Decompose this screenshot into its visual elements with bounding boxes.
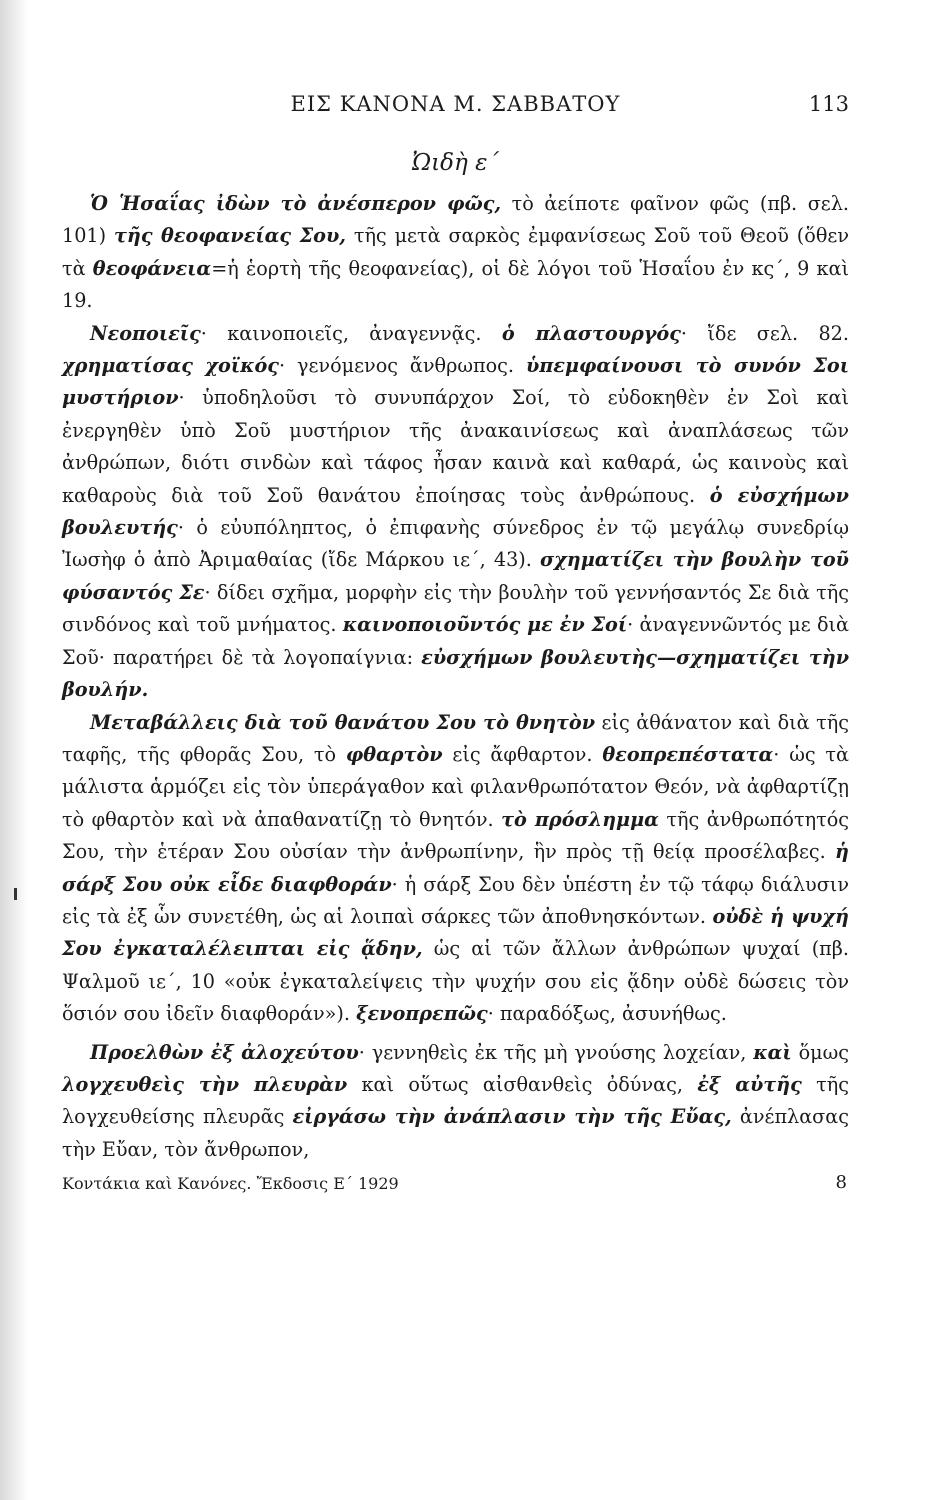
paragraph-2 [62, 318, 849, 707]
body-text: · ὑποδηλοῦσι τὸ συνυπάρχον Σοί, τὸ εὐδοκηθὲν ἐν Σοὶ καὶ ἐνεργηθὲν ὑπὸ Σοῦ μυστήριον τῆς ἀνακαινίσεως καὶ ἀναπλάσεως τῶν ἀνθρώπων, διότι σινδὼν καὶ τάφος ἦσαν καινὰ καὶ καθαρά, ὡς καινοὺς καὶ καθαροὺς διὰ τοῦ Σοῦ θανάτου ἐποίησας τοὺς ἀνθρώπους. [62, 386, 849, 507]
emphasized-term: τὸ πρόσλημμα [501, 807, 659, 831]
margin-mark [14, 888, 17, 900]
emphasized-term: ὑπεμφαίνουσι τὸ συνόν Σοι μυστήριον [62, 354, 849, 410]
body-text: ὡς αἱ τῶν ἄλλων ἀνθρώπων ψυχαί (πβ. Ψαλμοῦ ιε´, 10 «οὐκ ἐγκαταλείψεις τὴν ψυχήν σου εἰς ᾅδην οὐδὲ δώσεις τὸν ὅσιόν σου ἰδεῖν διαφθοράν»). [62, 937, 849, 1026]
page-header [62, 92, 849, 126]
emphasized-term: ὁ εὐσχήμων βουλευτής [62, 483, 849, 540]
body-text: =ἡ ἑορτὴ τῆς θεοφανείας), οἱ δὲ λόγοι τοῦ Ἡσαΐου ἐν κς´, 9 καὶ 19. [62, 256, 850, 313]
body-text: · γεννηθεὶς ἐκ τῆς μὴ γνούσης λοχείαν, [358, 1040, 754, 1064]
page-footer [62, 1172, 849, 1193]
body-text: τῆς λογχευθείσης πλευρᾶς [62, 1072, 849, 1129]
emphasized-term: φθαρτὸν [345, 742, 443, 766]
running-head: ΕΙΣ ΚΑΝΟΝΑ Μ. ΣΑΒΒΑΤΟΥ [290, 92, 621, 116]
emphasized-term: ἐξ αὐτῆς [697, 1072, 802, 1096]
body-text: ἀνέπλασας τὴν Εὔαν, τὸν ἄνθρωπον, [62, 1105, 849, 1161]
emphasized-term: ὁ πλαστουργός [501, 321, 681, 345]
emphasized-term: εἰργάσω τὴν ἀνάπλασιν τὴν τῆς Εὔας, [292, 1105, 732, 1129]
body-text: · παραδόξως, ἀσυνήθως. [487, 1002, 727, 1026]
body-text: · ὡς τὰ μάλιστα ἁρμόζει εἰς τὸν ὑπεράγαθον καὶ φιλανθρωπότατον Θεόν, νὰ ἀφθαρτίζῃ τὸ φθαρτὸν καὶ νὰ ἀπαθανατίζῃ τὸ θνητόν. [62, 742, 849, 831]
body-text: · ὁ εὐυπόληπτος, ὁ ἐπιφανὴς σύνεδρος ἐν τῷ μεγάλῳ συνεδρίῳ Ἰωσὴφ ὁ ἀπὸ Ἀριμαθαίας (ἴδε Μάρκου ιε´, 43). [62, 516, 849, 572]
body-text: · δίδει σχῆμα, μορφὴν εἰς τὴν βουλὴν τοῦ γεννήσαντός Σε διὰ τῆς σινδόνος καὶ τοῦ μνήματος. [62, 580, 849, 637]
body-text: τῆς ἀνθρωπότητός Σου, τὴν ἑτέραν Σου οὐσίαν τὴν ἀνθρωπίνην, ἣν πρὸς τῇ θείᾳ προσέλαβες. [62, 807, 849, 864]
body-text: τῆς μετὰ σαρκὸς ἐμφανίσεως Σοῦ τοῦ Θεοῦ (ὅθεν τὰ [62, 224, 849, 280]
emphasized-term: Προελθὼν ἐξ ἀλοχεύτου [90, 1040, 359, 1064]
body-text: τὸ ἀείποτε φαῖνον φῶς (πβ. σελ. 101) [62, 192, 849, 248]
body-text: εἰς ἀθάνατον καὶ διὰ τῆς ταφῆς, τῆς φθορᾶς Σου, τὸ [62, 710, 849, 766]
emphasized-term: καὶ [753, 1040, 792, 1064]
emphasized-term: Ὁ Ἡσαΐας ἰδὼν τὸ ἀνέσπερον φῶς, [90, 192, 502, 215]
emphasized-term: τῆς θεοφανείας Σου, [114, 224, 346, 248]
body-text: · γενόμενος ἄνθρωπος. [279, 354, 526, 378]
emphasized-term: σχηματίζει τὴν βουλὴν τοῦ φύσαντός Σε [62, 548, 849, 604]
body-text: · καινοποιεῖς, ἀναγεννᾷς. [200, 321, 502, 345]
emphasized-term: ἡ σάρξ Σου οὐκ εἶδε διαφθοράν [62, 840, 849, 896]
body-text: · ἡ σάρξ Σου δὲν ὑπέστη ἐν τῷ τάφῳ διάλυσιν εἰς τὰ ἐξ ὧν συνετέθη, ὡς αἱ λοιπαὶ σάρκες τῶν ἀποθνησκόντων. [62, 872, 849, 928]
ode-title: Ὠιδὴ ε´ [412, 150, 499, 176]
emphasized-term: χρηματίσας χοϊκός [62, 354, 279, 378]
emphasized-term: καινοποιοῦντός με ἐν Σοί [342, 613, 628, 637]
emphasized-term: θεοφάνεια [92, 256, 212, 280]
emphasized-term: Μεταβάλλεις διὰ τοῦ θανάτου Σου τὸ θνητὸν [90, 710, 596, 734]
emphasized-term: Νεοποιεῖς [90, 321, 201, 345]
emphasized-term: εὐσχήμων βουλευτὴς—σχηματίζει τὴν βουλήν. [62, 645, 850, 702]
signature-mark: 8 [835, 1172, 847, 1194]
body-text: εἰς ἄφθαρτον. [442, 742, 603, 766]
body-text: ὅμως [791, 1040, 850, 1064]
body-text: · ἴδε σελ. 82. [680, 321, 849, 345]
body-text: καὶ οὕτως αἰσθανθεὶς ὀδύνας, [347, 1072, 698, 1096]
binding-gutter-shadow [0, 0, 28, 1500]
footer-imprint: Κοντάκια καὶ Κανόνες. Ἔκδοσις Ε´ 1929 [62, 1174, 399, 1194]
paragraph-4 [62, 1037, 849, 1167]
paragraph-3 [62, 707, 849, 1031]
emphasized-term: λογχευθεὶς τὴν πλευρὰν [62, 1072, 348, 1096]
emphasized-term: θεοπρεπέστατα [602, 742, 774, 766]
emphasized-term: οὐδὲ ἡ ψυχή Σου ἐγκαταλέλειπται εἰς ᾅδην, [62, 904, 849, 961]
paragraph-1 [62, 188, 849, 318]
body-text: · ἀναγεννῶντός με διὰ Σοῦ· παρατήρει δὲ τὰ λογοπαίγνια: [62, 613, 850, 669]
page-number: 113 [808, 92, 849, 116]
emphasized-term: ξενοπρεπῶς [356, 1002, 488, 1026]
